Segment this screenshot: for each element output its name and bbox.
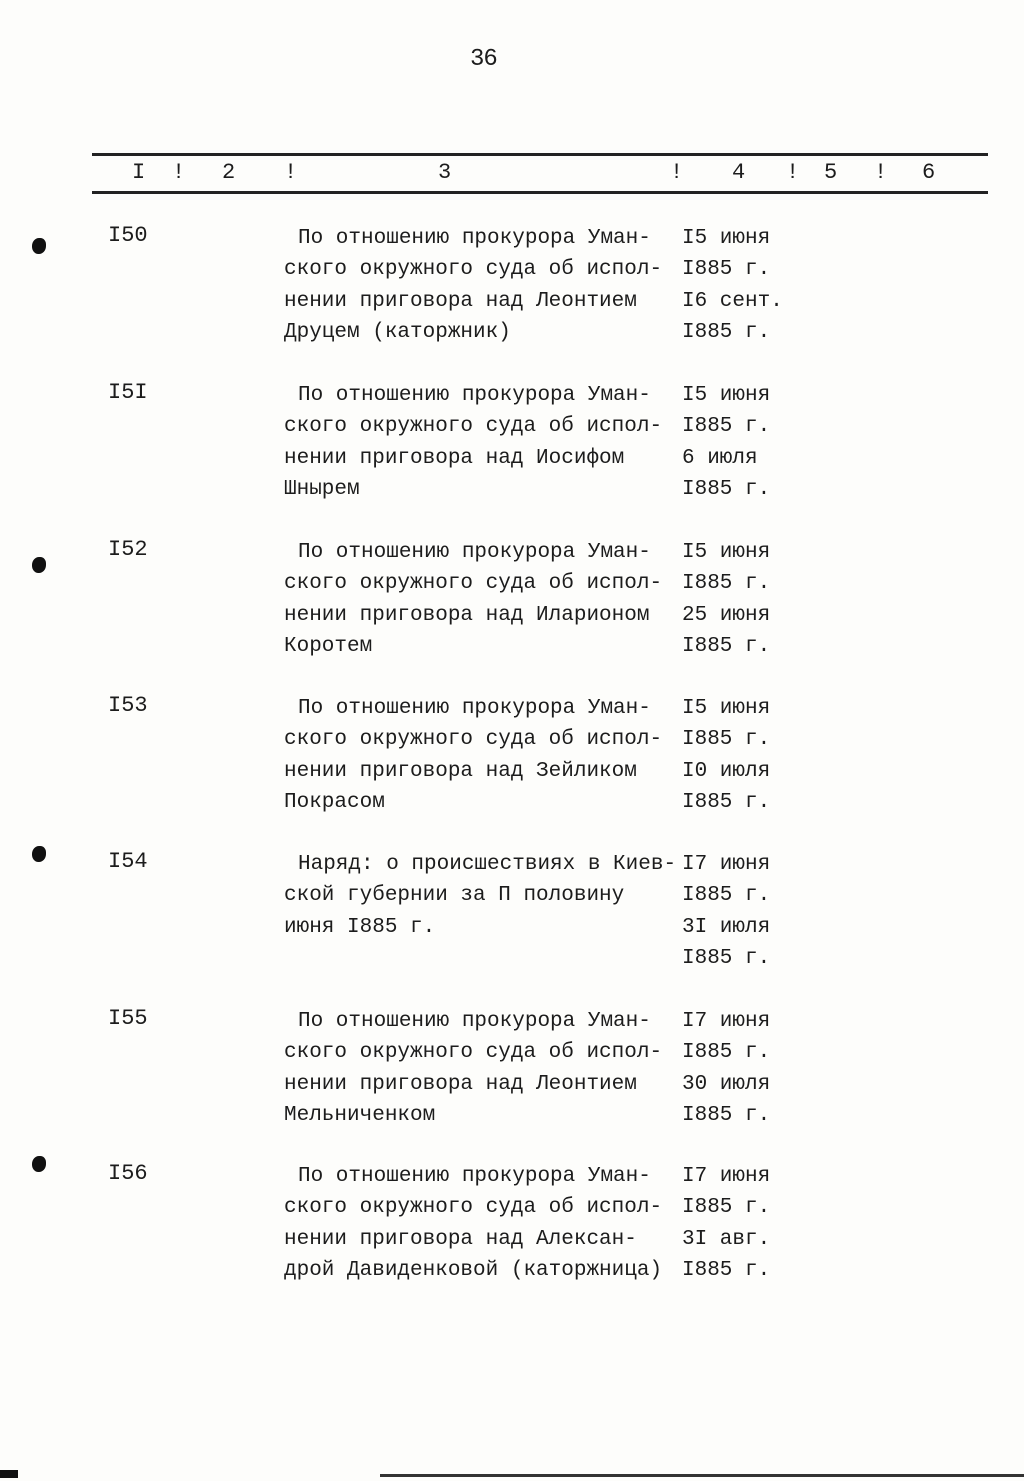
description-line: Наряд: о происшествиях в Киев- xyxy=(298,853,677,876)
header-separator: ! xyxy=(284,160,298,185)
description-line: нении приговора над Леонтием xyxy=(284,1072,637,1096)
binding-hole xyxy=(32,557,46,573)
date-line: I885 г. xyxy=(682,1041,771,1065)
description-line: июня I885 г. xyxy=(284,915,436,939)
table-header-rule xyxy=(92,191,988,194)
date-line: I5 июня xyxy=(682,541,771,564)
table-row xyxy=(0,1161,1024,1291)
table-row xyxy=(0,849,1024,979)
table-row xyxy=(0,223,1024,353)
entry-number: I50 xyxy=(108,223,148,248)
description-line: ского окружного суда об испол- xyxy=(284,415,663,439)
date-line: 3I авг. xyxy=(682,1227,771,1251)
date-line: I885 г. xyxy=(682,728,771,752)
table-row xyxy=(0,1006,1024,1136)
bottom-edge-line xyxy=(380,1474,1024,1477)
date-line: 6 июля xyxy=(682,446,758,470)
description-line: ского окружного суда об испол- xyxy=(284,258,663,282)
date-line: 30 июля xyxy=(682,1072,771,1096)
description-line: ской губернии за П половину xyxy=(284,884,625,908)
table-row xyxy=(0,380,1024,510)
date-line: I885 г. xyxy=(682,415,771,439)
entry-dates xyxy=(682,537,812,662)
date-line: I885 г. xyxy=(682,1258,771,1282)
date-line: 3I июля xyxy=(682,915,771,939)
header-separator: ! xyxy=(670,160,684,185)
entry-description xyxy=(284,1006,684,1131)
date-line: I5 июня xyxy=(682,384,771,407)
description-line: Коротем xyxy=(284,634,373,658)
margin-mark xyxy=(0,1470,18,1478)
entry-number: I56 xyxy=(108,1161,148,1186)
entry-dates xyxy=(682,1006,812,1131)
description-line: нении приговора над Иосифом xyxy=(284,446,625,470)
description-line: Мельниченком xyxy=(284,1103,436,1127)
header-separator: ! xyxy=(172,160,186,185)
date-line: I6 сент. xyxy=(682,289,783,313)
description-line: ского окружного суда об испол- xyxy=(284,728,663,752)
description-line: По отношению прокурора Уман- xyxy=(298,384,651,407)
date-line: I885 г. xyxy=(682,946,771,970)
description-line: По отношению прокурора Уман- xyxy=(298,1165,651,1188)
entry-number: I5I xyxy=(108,380,148,405)
date-line: I885 г. xyxy=(682,884,771,908)
date-line: I5 июня xyxy=(682,227,771,250)
date-line: I885 г. xyxy=(682,1103,771,1127)
description-line: Шнырем xyxy=(284,477,360,501)
entry-dates xyxy=(682,223,812,348)
header-separator: ! xyxy=(786,160,800,185)
description-line: ского окружного суда об испол- xyxy=(284,1041,663,1065)
entry-dates xyxy=(682,693,812,818)
description-line: дрой Давиденковой (каторжница) xyxy=(284,1258,663,1282)
description-line: нении приговора над Леонтием xyxy=(284,289,637,313)
date-line: I885 г. xyxy=(682,1196,771,1220)
table-header xyxy=(92,160,988,188)
entry-number: I55 xyxy=(108,1006,148,1031)
header-col-2: 2 xyxy=(222,160,236,185)
header-col-1: I xyxy=(132,160,146,185)
entry-description xyxy=(284,1161,684,1286)
entry-dates xyxy=(682,1161,812,1286)
entry-description xyxy=(284,537,684,662)
date-line: I885 г. xyxy=(682,258,771,282)
entry-number: I53 xyxy=(108,693,148,718)
binding-hole xyxy=(32,238,46,254)
entry-description xyxy=(284,380,684,505)
description-line: По отношению прокурора Уман- xyxy=(298,541,651,564)
description-line: нении приговора над Зейликом xyxy=(284,759,637,783)
table-row xyxy=(0,693,1024,823)
page-number: 36 xyxy=(470,46,497,73)
date-line: I7 июня xyxy=(682,853,771,876)
date-line: 25 июня xyxy=(682,603,771,627)
description-line: По отношению прокурора Уман- xyxy=(298,697,651,720)
date-line: I5 июня xyxy=(682,697,771,720)
description-line: ского окружного суда об испол- xyxy=(284,572,663,596)
table-top-rule xyxy=(92,153,988,156)
entry-description xyxy=(284,223,684,348)
entry-dates xyxy=(682,380,812,505)
date-line: I7 июня xyxy=(682,1010,771,1033)
description-line: нении приговора над Алексан- xyxy=(284,1227,637,1251)
description-line: По отношению прокурора Уман- xyxy=(298,1010,651,1033)
entry-description xyxy=(284,693,684,818)
entry-dates xyxy=(682,849,812,974)
description-line: Покрасом xyxy=(284,790,385,814)
header-separator: ! xyxy=(874,160,888,185)
header-col-5: 5 xyxy=(824,160,838,185)
date-line: I885 г. xyxy=(682,320,771,344)
date-line: I0 июля xyxy=(682,759,771,783)
date-line: I885 г. xyxy=(682,634,771,658)
description-line: ского окружного суда об испол- xyxy=(284,1196,663,1220)
description-line: По отношению прокурора Уман- xyxy=(298,227,651,250)
header-col-6: 6 xyxy=(922,160,936,185)
binding-hole xyxy=(32,846,46,862)
entry-number: I52 xyxy=(108,537,148,562)
header-col-4: 4 xyxy=(732,160,746,185)
date-line: I885 г. xyxy=(682,790,771,814)
description-line: нении приговора над Иларионом xyxy=(284,603,650,627)
description-line: Друцем (каторжник) xyxy=(284,320,511,344)
date-line: I7 июня xyxy=(682,1165,771,1188)
date-line: I885 г. xyxy=(682,477,771,501)
entry-number: I54 xyxy=(108,849,148,874)
header-col-3: 3 xyxy=(438,160,452,185)
table-row xyxy=(0,537,1024,667)
date-line: I885 г. xyxy=(682,572,771,596)
entry-description xyxy=(284,849,684,943)
binding-hole xyxy=(32,1156,46,1172)
